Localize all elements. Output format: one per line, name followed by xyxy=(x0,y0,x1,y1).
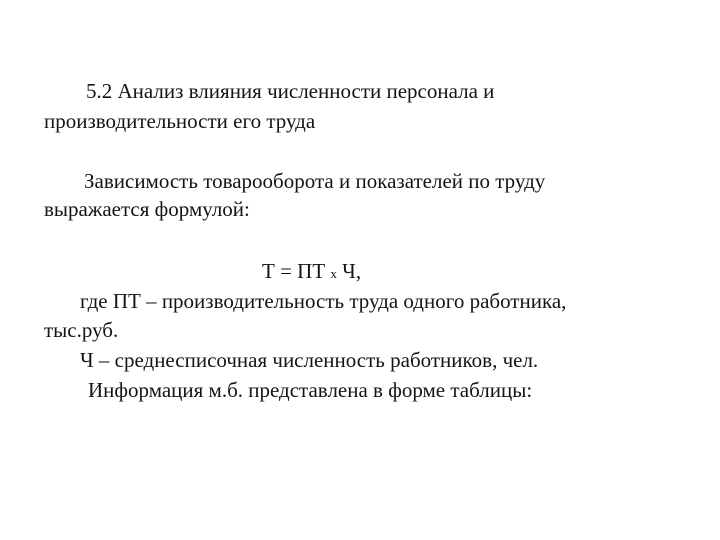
definition-pt-line-1: где ПТ – производительность труда одного работника, xyxy=(80,289,567,313)
definition-pt-line-2: тыс.руб. xyxy=(44,318,119,342)
formula xyxy=(262,258,361,287)
intro-line-2: выражается формулой: xyxy=(44,197,250,221)
formula-multiply-sign: х xyxy=(330,266,337,281)
definition-ch-line: Ч – среднесписочная численность работников, чел. xyxy=(80,348,539,372)
formula-rhs: Ч, xyxy=(342,259,362,283)
intro-line-1: Зависимость товарооборота и показателей по труду xyxy=(84,169,546,193)
heading-line-2: производительности его труда xyxy=(44,109,316,133)
heading-line-1: 5.2 Анализ влияния численности персонала и xyxy=(86,79,495,103)
table-note: Информация м.б. представлена в форме таблицы: xyxy=(88,378,533,402)
formula-lhs: Т = ПТ xyxy=(262,259,326,283)
